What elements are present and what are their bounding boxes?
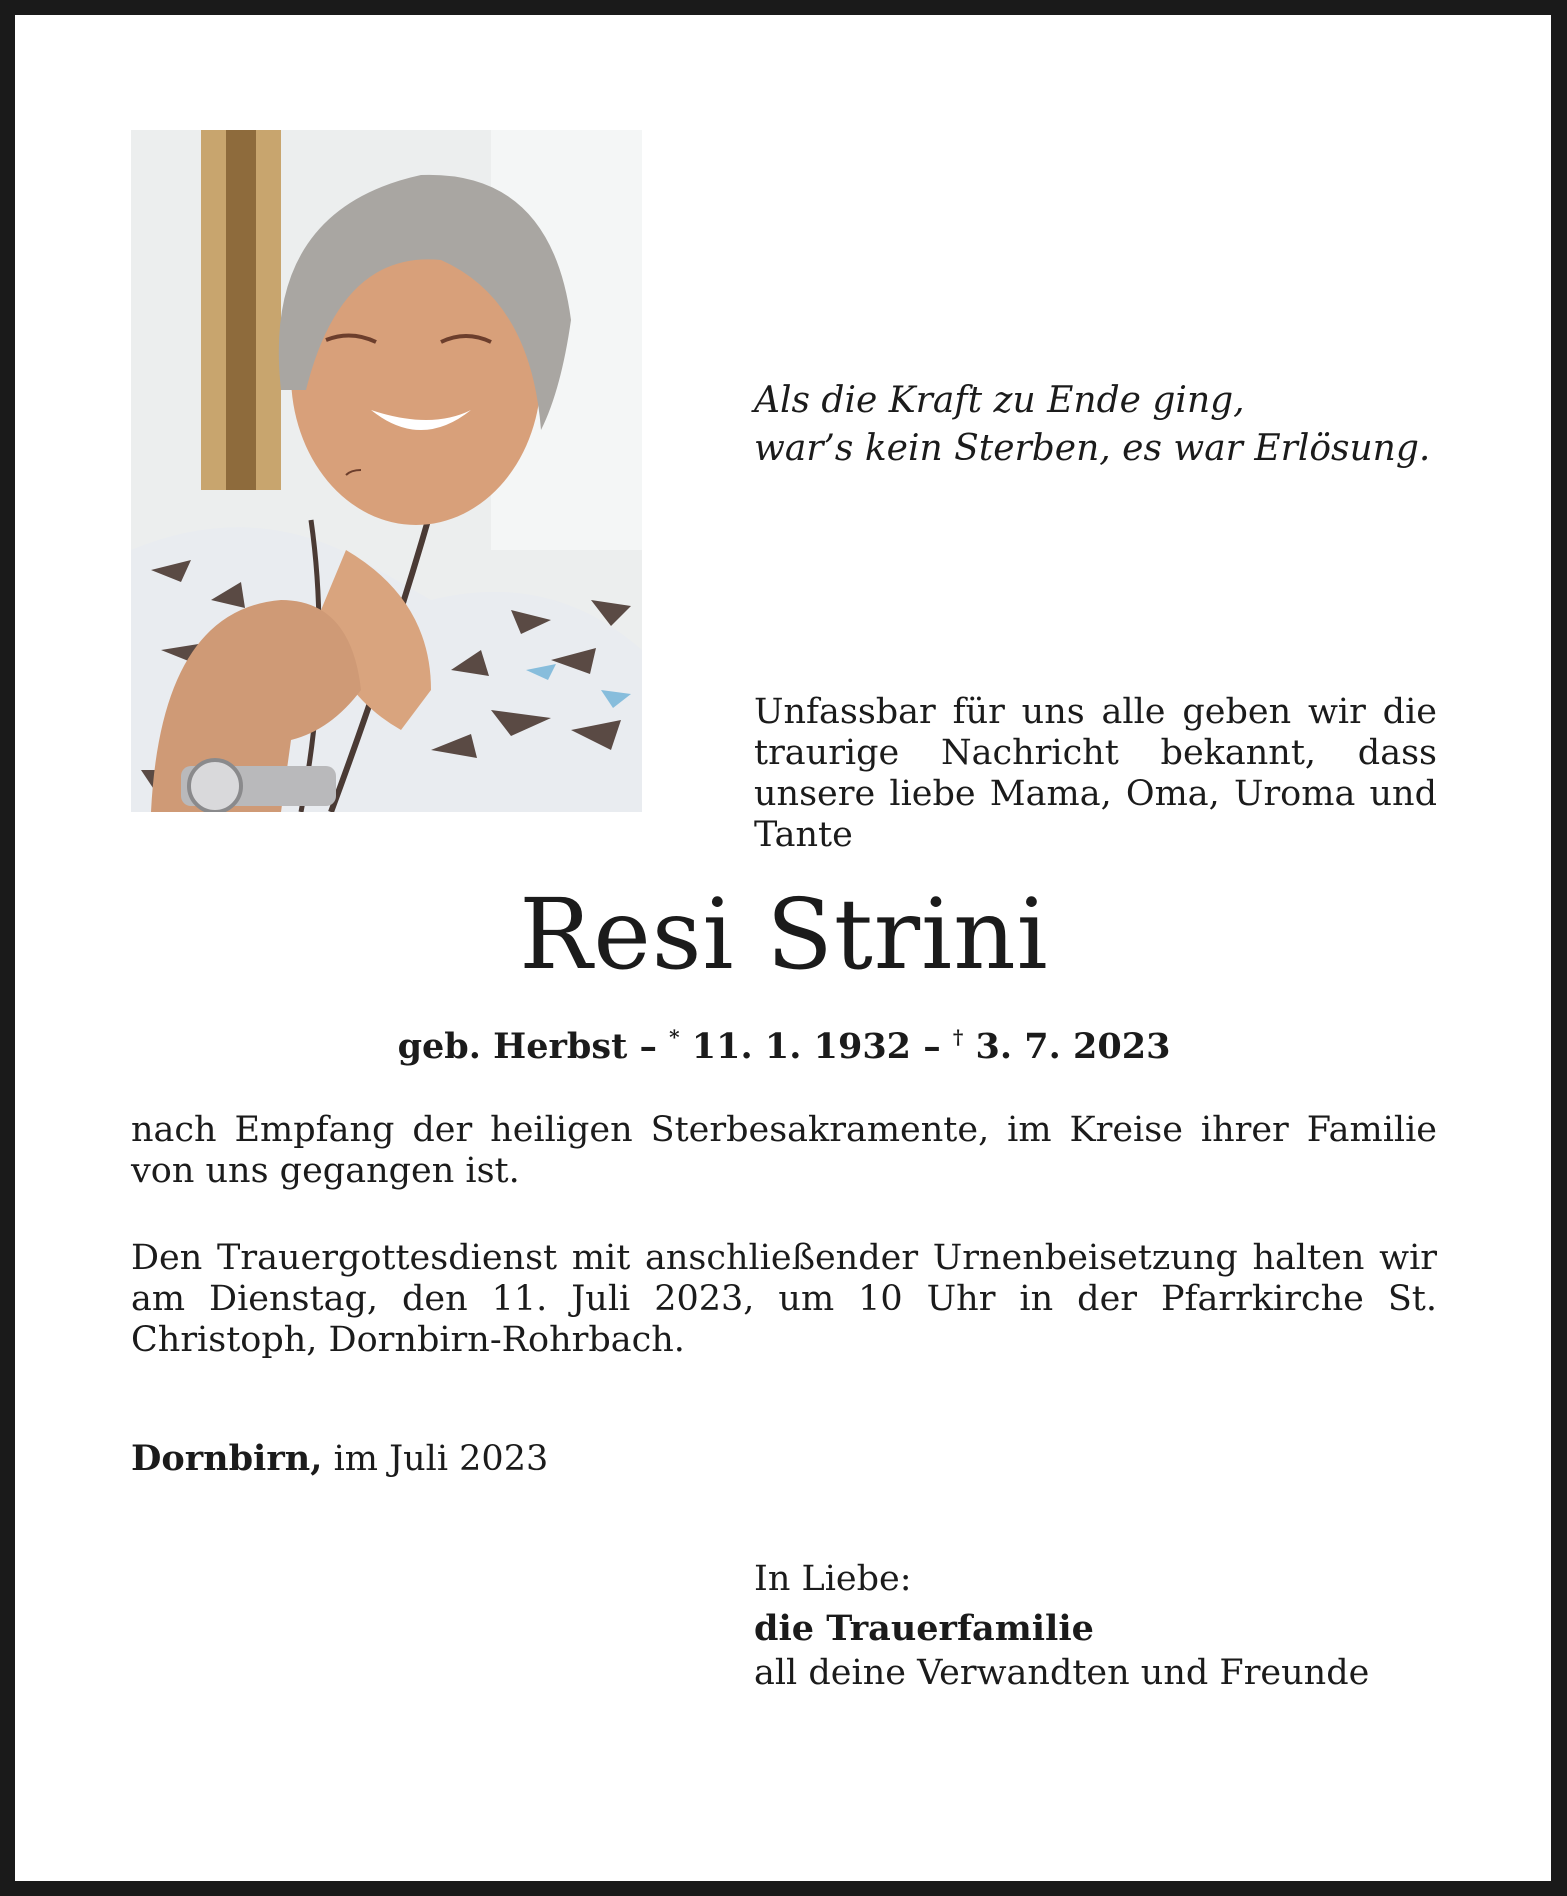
signoff: [754, 1557, 1369, 1695]
date-separator: –: [911, 1026, 953, 1067]
portrait-illustration: [131, 130, 642, 812]
motto-line: war’s kein Sterben, es war Erlösung.: [754, 428, 1431, 469]
signoff-others: all deine Verwandten und Freunde: [754, 1653, 1370, 1693]
signoff-family: die Trauerfamilie: [754, 1608, 1094, 1649]
passing-paragraph: nach Empfang der heiligen Sterbesakramente, im Kreise ihrer Familie von uns gegangen ist.: [131, 1110, 1437, 1191]
deceased-name: Resi Strini: [519, 878, 1049, 991]
life-dates: [131, 1015, 1437, 1069]
signoff-greeting: In Liebe:: [754, 1559, 912, 1599]
maiden-name: geb. Herbst: [397, 1026, 628, 1067]
birth-date: 11. 1. 1932: [679, 1026, 912, 1067]
portrait-photo: [131, 130, 642, 812]
intro-text: Unfassbar für uns alle geben wir die traurige Nachricht bekannt, dass unsere liebe Mama, Oma, Uroma und Tante: [754, 692, 1437, 855]
death-symbol: †: [952, 1025, 964, 1049]
place-city: Dornbirn,: [131, 1438, 323, 1479]
service-paragraph: Den Trauergottesdienst mit anschließender Urnenbeisetzung halten wir am Dienstag, den 11. Juli 2023, um 10 Uhr in der Pfarrkirche St. Christoph, Dornbirn-Rohrbach.: [131, 1238, 1437, 1360]
date-separator: –: [627, 1026, 670, 1067]
motto-line: Als die Kraft zu Ende ging,: [754, 380, 1245, 421]
death-notice: [15, 15, 1551, 1881]
birth-symbol: *: [669, 1025, 680, 1049]
place-date: [131, 1437, 548, 1481]
motto-verse: [754, 377, 1474, 473]
place-month: im Juli 2023: [322, 1439, 549, 1479]
death-date: 3. 7. 2023: [963, 1026, 1171, 1067]
